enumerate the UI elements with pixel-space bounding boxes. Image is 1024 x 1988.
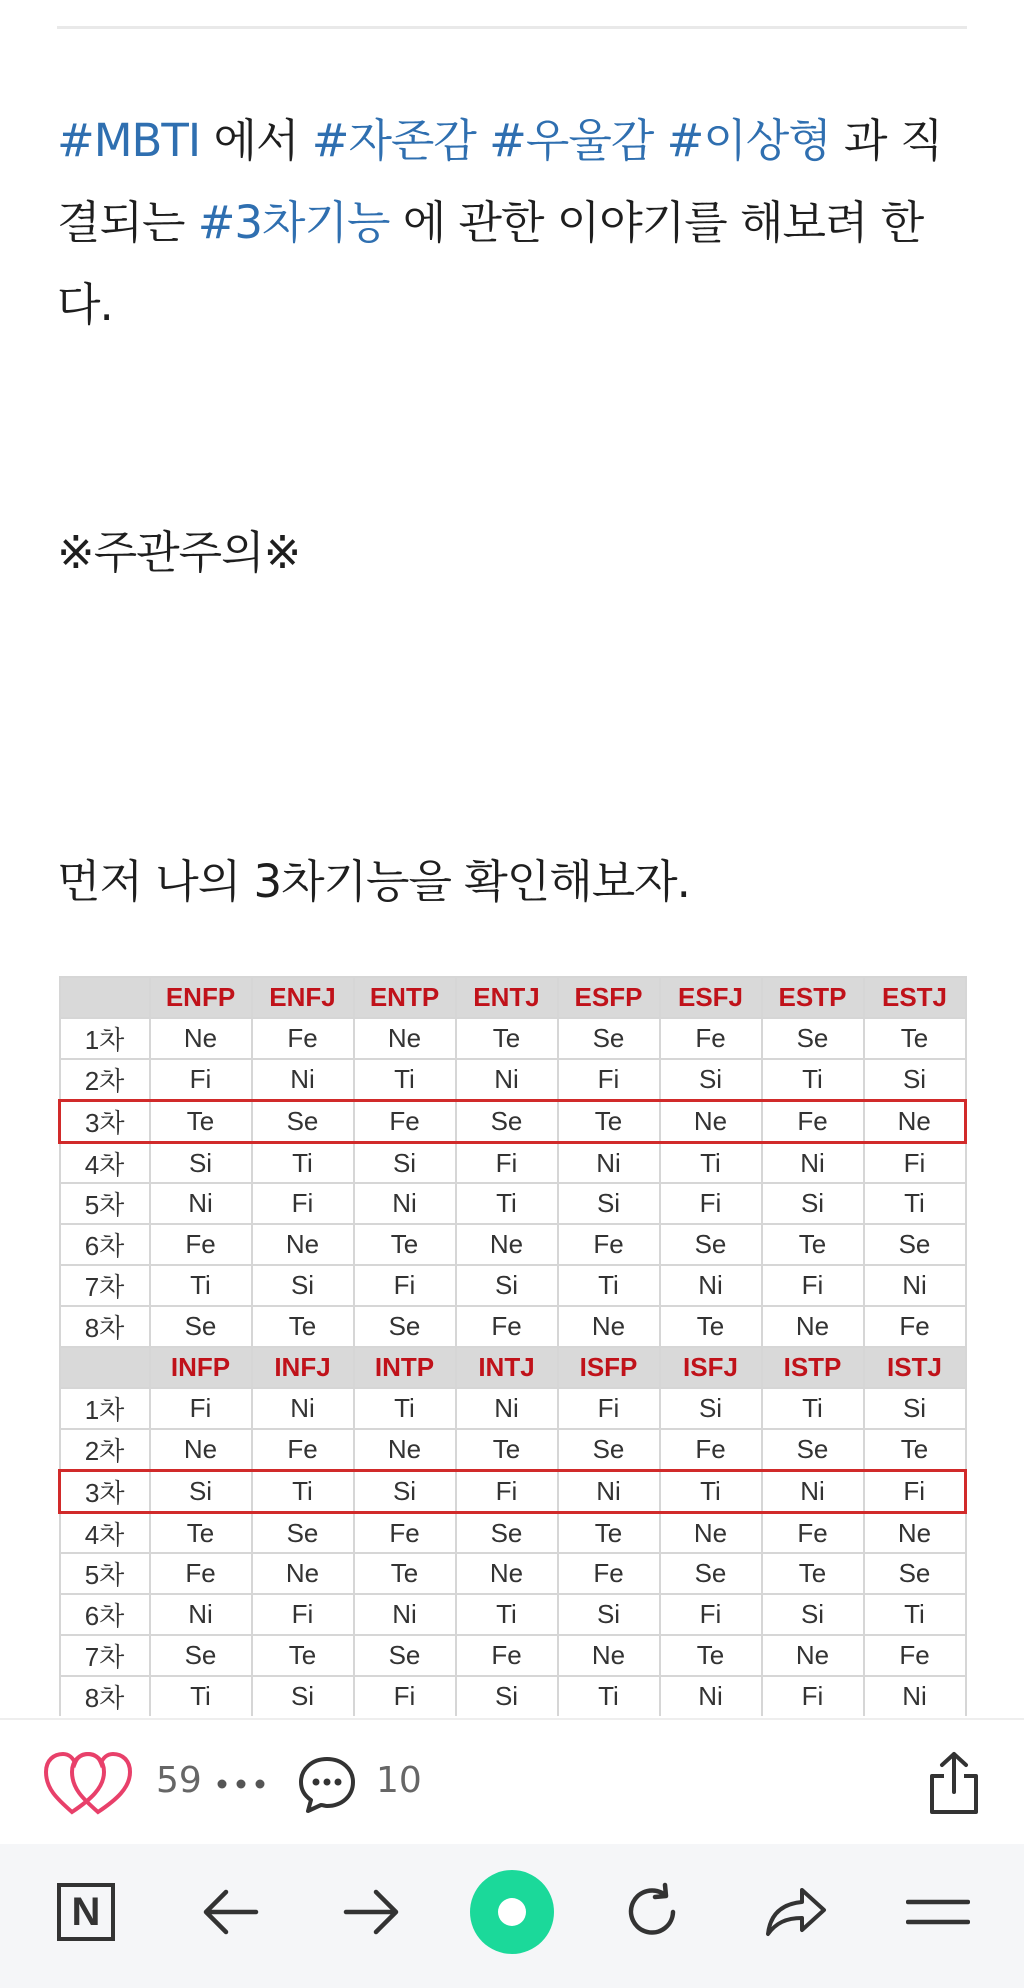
function-cell: Ni <box>354 1594 456 1635</box>
function-cell: Ni <box>558 1470 660 1512</box>
intro-text-2: 과 직결되는 <box>57 114 943 249</box>
rank-cell: 4차 <box>60 1142 150 1183</box>
function-cell: Si <box>150 1142 252 1183</box>
type-header-cell: ESTJ <box>864 977 966 1018</box>
function-cell: Ti <box>456 1594 558 1635</box>
function-cell: Si <box>456 1265 558 1306</box>
table-row <box>60 1635 966 1676</box>
function-cell: Se <box>252 1100 354 1142</box>
type-header-cell: ESFP <box>558 977 660 1018</box>
function-cell: Fe <box>660 1429 762 1470</box>
function-cell: Fi <box>456 1470 558 1512</box>
type-header-cell: INFJ <box>252 1347 354 1388</box>
lead-sentence: 먼저 나의 3차기능을 확인해보자. <box>57 855 690 908</box>
function-cell: Se <box>660 1224 762 1265</box>
function-cell: Se <box>456 1512 558 1553</box>
function-cell: Ti <box>252 1470 354 1512</box>
rank-cell: 7차 <box>60 1265 150 1306</box>
function-cell: Si <box>762 1183 864 1224</box>
function-cell: Fe <box>558 1224 660 1265</box>
function-cell: Ni <box>252 1388 354 1429</box>
function-cell: Fe <box>252 1018 354 1059</box>
function-cell: Fe <box>456 1635 558 1676</box>
hashtag-ideal-type[interactable]: #이상형 <box>666 114 831 167</box>
type-header-cell: ENFJ <box>252 977 354 1018</box>
function-cell: Ni <box>456 1388 558 1429</box>
function-cell: Si <box>762 1594 864 1635</box>
function-cell: Ni <box>150 1183 252 1224</box>
table-row <box>60 1676 966 1716</box>
function-cell: Fe <box>864 1635 966 1676</box>
function-cell: Si <box>660 1059 762 1100</box>
function-cell: Fi <box>558 1388 660 1429</box>
table-header-row <box>60 977 966 1018</box>
function-cell: Se <box>150 1635 252 1676</box>
intro-text-1: 에서 <box>200 114 312 167</box>
function-cell: Fi <box>150 1059 252 1100</box>
function-cell: Ne <box>558 1306 660 1347</box>
function-cell: Ni <box>354 1183 456 1224</box>
function-cell: Ne <box>354 1018 456 1059</box>
function-cell: Fi <box>762 1676 864 1716</box>
function-cell: Te <box>864 1018 966 1059</box>
table-row <box>60 1183 966 1224</box>
function-cell: Ne <box>252 1224 354 1265</box>
type-header-cell: ISFJ <box>660 1347 762 1388</box>
naver-n-icon[interactable]: N <box>48 1874 124 1950</box>
type-header-cell: INTJ <box>456 1347 558 1388</box>
function-cell: Ti <box>354 1059 456 1100</box>
menu-icon[interactable] <box>900 1874 976 1950</box>
type-header-cell: ISTP <box>762 1347 864 1388</box>
function-cell: Ti <box>456 1183 558 1224</box>
function-cell: Fe <box>864 1306 966 1347</box>
function-cell: Si <box>558 1594 660 1635</box>
function-cell: Se <box>762 1018 864 1059</box>
function-cell: Ni <box>762 1142 864 1183</box>
hashtag-mbti[interactable]: #MBTI <box>57 114 201 167</box>
function-cell: Si <box>252 1676 354 1716</box>
type-header-cell: INTP <box>354 1347 456 1388</box>
function-cell: Ni <box>864 1676 966 1716</box>
function-cell: Se <box>558 1018 660 1059</box>
function-cell: Fi <box>864 1142 966 1183</box>
function-cell: Fi <box>660 1183 762 1224</box>
function-cell: Te <box>864 1429 966 1470</box>
function-cell: Se <box>354 1635 456 1676</box>
function-cell: Ni <box>762 1470 864 1512</box>
refresh-icon[interactable] <box>614 1874 690 1950</box>
more-icon[interactable] <box>216 1776 266 1790</box>
function-cell: Se <box>252 1512 354 1553</box>
function-cell: Fi <box>252 1183 354 1224</box>
rank-cell: 3차 <box>60 1100 150 1142</box>
rank-cell: 5차 <box>60 1183 150 1224</box>
rank-cell: 2차 <box>60 1059 150 1100</box>
rank-cell: 8차 <box>60 1676 150 1716</box>
rank-cell: 1차 <box>60 1018 150 1059</box>
function-cell: Se <box>660 1553 762 1594</box>
function-cell: Si <box>660 1388 762 1429</box>
table-row <box>60 1388 966 1429</box>
function-cell: Fi <box>660 1594 762 1635</box>
function-cell: Si <box>456 1676 558 1716</box>
function-cell: Fi <box>762 1265 864 1306</box>
intro-text-3: 에 관한 이야기를 해보려 한다. <box>57 196 924 331</box>
function-cell: Ne <box>150 1018 252 1059</box>
post-action-bar <box>0 1718 1024 1846</box>
function-cell: Ti <box>252 1142 354 1183</box>
rank-cell: 1차 <box>60 1388 150 1429</box>
function-cell: Ti <box>660 1142 762 1183</box>
function-cell: Te <box>150 1100 252 1142</box>
function-cell: Te <box>456 1429 558 1470</box>
rank-cell: 6차 <box>60 1594 150 1635</box>
function-cell: Ni <box>660 1265 762 1306</box>
function-cell: Ne <box>762 1306 864 1347</box>
function-cell: Fe <box>456 1306 558 1347</box>
function-cell: Te <box>150 1512 252 1553</box>
table-row <box>60 1018 966 1059</box>
function-cell: Ni <box>558 1142 660 1183</box>
mbti-function-table-image <box>58 976 968 1716</box>
table-row <box>60 1429 966 1470</box>
function-cell: Fi <box>150 1388 252 1429</box>
comment-count[interactable]: 10 <box>376 1760 422 1801</box>
heart-icon[interactable] <box>42 1748 136 1818</box>
browser-nav-bar <box>0 1844 1024 1988</box>
hashtag-depression[interactable]: #우울감 <box>489 114 654 167</box>
type-header-cell: ENFP <box>150 977 252 1018</box>
function-cell: Ni <box>660 1676 762 1716</box>
share-forward-icon[interactable] <box>758 1874 834 1950</box>
hashtag-tertiary-function[interactable]: #3차기능 <box>197 196 390 249</box>
highlighted-tertiary-row <box>60 1470 966 1512</box>
rank-cell: 8차 <box>60 1306 150 1347</box>
type-header-cell: ISTJ <box>864 1347 966 1388</box>
function-cell: Ne <box>456 1224 558 1265</box>
table-row <box>60 1224 966 1265</box>
type-header-cell: ESTP <box>762 977 864 1018</box>
function-cell: Te <box>660 1306 762 1347</box>
function-cell: Ti <box>558 1265 660 1306</box>
type-header-cell: INFP <box>150 1347 252 1388</box>
function-cell: Se <box>354 1306 456 1347</box>
function-cell: Fi <box>252 1594 354 1635</box>
function-cell: Ti <box>558 1676 660 1716</box>
table-row <box>60 1512 966 1553</box>
type-header-cell: ENTP <box>354 977 456 1018</box>
function-cell: Te <box>456 1018 558 1059</box>
function-cell: Te <box>762 1553 864 1594</box>
header-corner-cell <box>60 1347 150 1388</box>
table-row <box>60 1306 966 1347</box>
comment-icon[interactable] <box>296 1754 358 1816</box>
function-cell: Ti <box>354 1388 456 1429</box>
function-cell: Te <box>558 1512 660 1553</box>
function-cell: Si <box>354 1470 456 1512</box>
rank-cell: 7차 <box>60 1635 150 1676</box>
rank-cell: 6차 <box>60 1224 150 1265</box>
function-cell: Ni <box>864 1265 966 1306</box>
function-cell: Se <box>864 1553 966 1594</box>
rank-cell: 2차 <box>60 1429 150 1470</box>
function-cell: Te <box>354 1553 456 1594</box>
share-icon[interactable] <box>926 1750 982 1816</box>
function-cell: Ne <box>660 1512 762 1553</box>
function-cell: Ne <box>762 1635 864 1676</box>
function-cell: Fi <box>864 1470 966 1512</box>
table-row <box>60 1059 966 1100</box>
function-cell: Se <box>456 1100 558 1142</box>
table-row <box>60 1553 966 1594</box>
function-cell: Fe <box>252 1429 354 1470</box>
function-cell: Ni <box>150 1594 252 1635</box>
function-cell: Fe <box>354 1100 456 1142</box>
table-header-row <box>60 1347 966 1388</box>
function-cell: Ni <box>252 1059 354 1100</box>
function-cell: Fi <box>354 1265 456 1306</box>
function-cell: Ne <box>252 1553 354 1594</box>
function-cell: Ti <box>150 1676 252 1716</box>
forward-arrow-icon[interactable] <box>334 1874 410 1950</box>
function-cell: Te <box>558 1100 660 1142</box>
function-cell: Ne <box>864 1100 966 1142</box>
hashtag-self-esteem[interactable]: #자존감 <box>311 114 476 167</box>
function-cell: Se <box>864 1224 966 1265</box>
function-cell: Fe <box>558 1553 660 1594</box>
function-cell: Ti <box>762 1059 864 1100</box>
function-cell: Si <box>864 1059 966 1100</box>
function-cell: Fi <box>456 1142 558 1183</box>
like-count[interactable]: 59 <box>156 1760 202 1801</box>
function-cell: Ti <box>660 1470 762 1512</box>
function-cell: Fe <box>150 1224 252 1265</box>
mbti-function-table <box>58 976 967 1716</box>
function-cell: Ne <box>660 1100 762 1142</box>
function-cell: Si <box>354 1142 456 1183</box>
top-divider <box>57 26 967 29</box>
function-cell: Fe <box>150 1553 252 1594</box>
function-cell: Si <box>150 1470 252 1512</box>
function-cell: Ne <box>354 1429 456 1470</box>
type-header-cell: ISFP <box>558 1347 660 1388</box>
table-row <box>60 1142 966 1183</box>
function-cell: Ti <box>762 1388 864 1429</box>
rank-cell: 3차 <box>60 1470 150 1512</box>
function-cell: Si <box>252 1265 354 1306</box>
function-cell: Fe <box>354 1512 456 1553</box>
function-cell: Te <box>252 1306 354 1347</box>
function-cell: Te <box>252 1635 354 1676</box>
intro-paragraph <box>57 100 977 346</box>
function-cell: Ni <box>456 1059 558 1100</box>
table-row <box>60 1265 966 1306</box>
subjective-note: ※주관주의※ <box>57 526 301 579</box>
function-cell: Fe <box>762 1512 864 1553</box>
function-cell: Te <box>354 1224 456 1265</box>
function-cell: Ne <box>558 1635 660 1676</box>
function-cell: Ne <box>456 1553 558 1594</box>
header-corner-cell <box>60 977 150 1018</box>
function-cell: Se <box>558 1429 660 1470</box>
type-header-cell: ENTJ <box>456 977 558 1018</box>
function-cell: Se <box>762 1429 864 1470</box>
function-cell: Ne <box>864 1512 966 1553</box>
home-icon[interactable] <box>470 1870 554 1954</box>
function-cell: Fi <box>354 1676 456 1716</box>
rank-cell: 4차 <box>60 1512 150 1553</box>
function-cell: Ti <box>864 1183 966 1224</box>
function-cell: Si <box>558 1183 660 1224</box>
rank-cell: 5차 <box>60 1553 150 1594</box>
type-header-cell: ESFJ <box>660 977 762 1018</box>
function-cell: Ti <box>864 1594 966 1635</box>
back-arrow-icon[interactable] <box>192 1874 268 1950</box>
function-cell: Te <box>660 1635 762 1676</box>
function-cell: Ti <box>150 1265 252 1306</box>
function-cell: Fe <box>762 1100 864 1142</box>
table-row <box>60 1594 966 1635</box>
function-cell: Te <box>762 1224 864 1265</box>
function-cell: Si <box>864 1388 966 1429</box>
function-cell: Se <box>150 1306 252 1347</box>
function-cell: Ne <box>150 1429 252 1470</box>
function-cell: Fe <box>660 1018 762 1059</box>
function-cell: Fi <box>558 1059 660 1100</box>
highlighted-tertiary-row <box>60 1100 966 1142</box>
